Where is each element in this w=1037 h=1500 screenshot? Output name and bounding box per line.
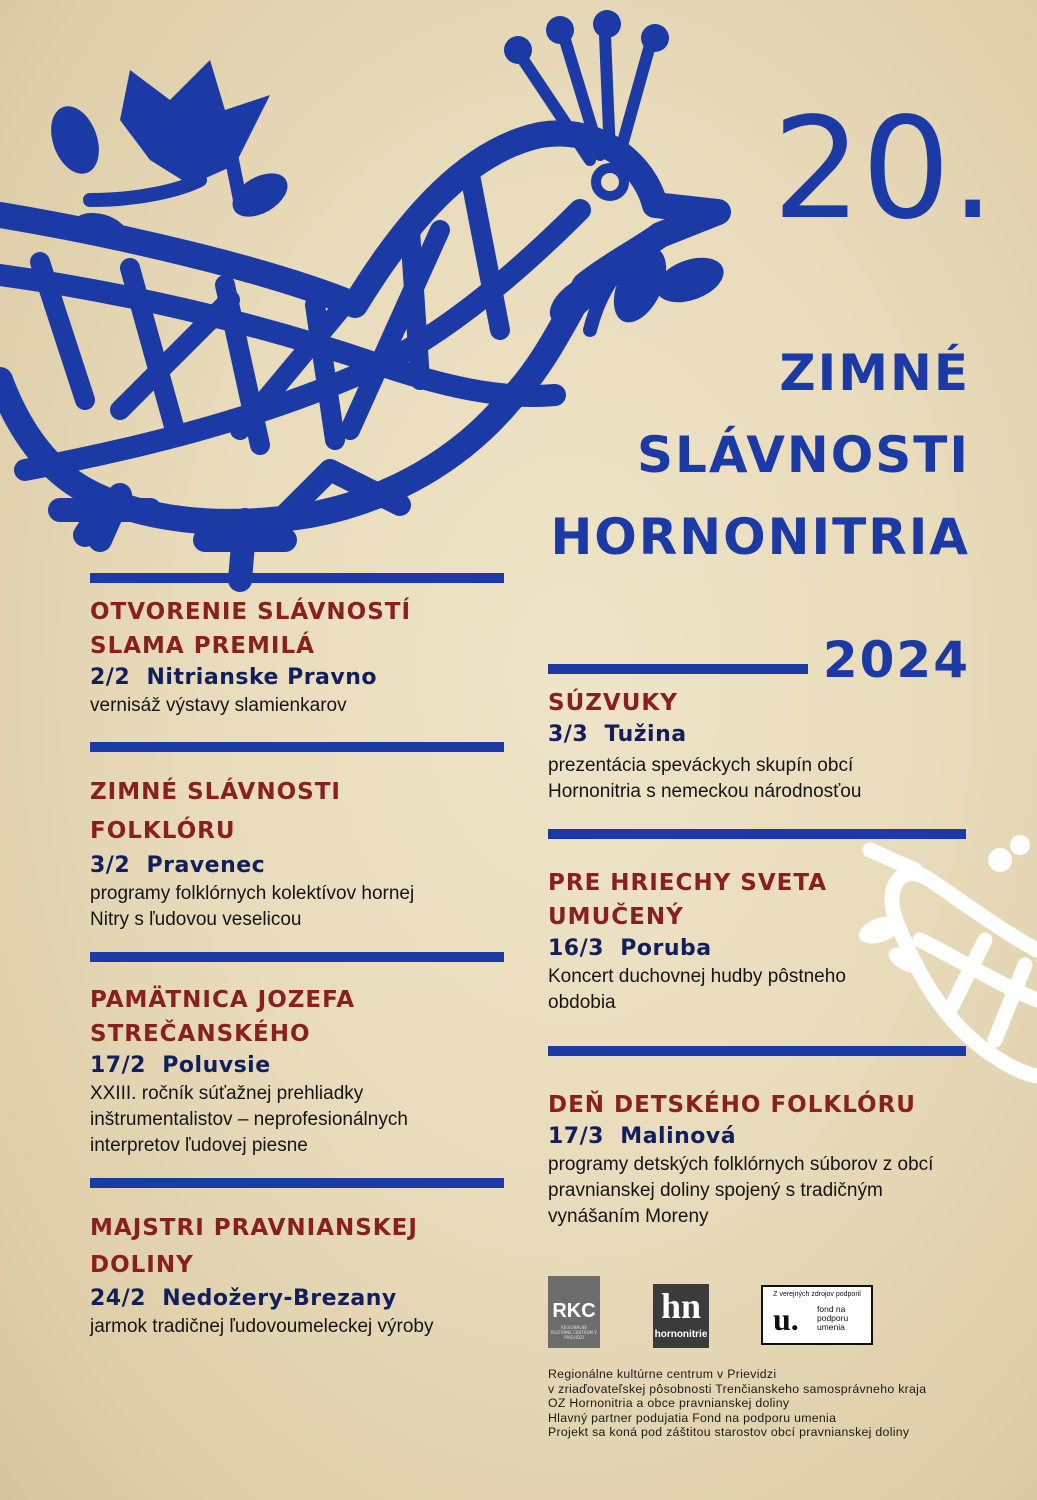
event-date: 17/2 — [90, 1053, 146, 1078]
event-title: PAMÄTNICA JOZEFA STREČANSKÉHO — [90, 987, 356, 1047]
divider-bar — [90, 742, 504, 752]
event-title: ZIMNÉ SLÁVNOSTI FOLKLÓRU — [90, 779, 341, 844]
rkc-logo-subtitle: REGIONÁLNE KULTÚRNE CENTRUM V PRIEVIDZI — [551, 1325, 597, 1340]
fpu-logo-name: fond na podporu umenia — [817, 1304, 849, 1332]
event-date-place — [90, 1284, 520, 1314]
fpu-logo-caption: Z verejných zdrojov podporil — [773, 1291, 861, 1298]
footer-credits — [548, 1367, 1008, 1440]
footer-line: Hlavný partner podujatia Fond na podporu umenia — [548, 1410, 837, 1425]
title-line-1: ZIMNÉ — [779, 344, 970, 402]
event-entry — [90, 983, 520, 1159]
footer-line: OZ Hornonitria a obce pravnianskej doliny — [548, 1396, 790, 1411]
divider-bar — [90, 952, 504, 962]
event-date-place — [90, 663, 520, 693]
divider-bar — [548, 829, 966, 839]
event-title: MAJSTRI PRAVNIANSKEJ DOLINY — [90, 1215, 418, 1278]
event-date: 3/3 — [548, 722, 589, 747]
event-description: Koncert duchovnej hudby pôstneho obdobia — [548, 966, 846, 1013]
event-entry — [548, 1088, 978, 1230]
footer-line: Regionálne kultúrne centrum v Prievidzi — [548, 1367, 777, 1381]
divider-bar — [90, 1178, 504, 1188]
rkc-logo — [548, 1276, 600, 1348]
footer-line: Projekt sa koná pod záštitou starostov obcí pravnianskej doliny — [548, 1425, 910, 1440]
event-date-place — [548, 1122, 978, 1152]
divider-bar — [548, 1046, 966, 1056]
divider-bar — [90, 573, 504, 583]
event-entry — [548, 866, 978, 1016]
event-date-place — [548, 720, 978, 750]
event-title: OTVORENIE SLÁVNOSTÍ SLAMA PREMILÁ — [90, 599, 412, 659]
event-date-place — [548, 934, 978, 964]
event-place: Malinová — [620, 1124, 737, 1149]
event-place: Nedožery-Brezany — [162, 1286, 397, 1311]
event-description: XXIII. ročník súťažnej prehliadky inštrumentalistov – neprofesionálnych interpretov ľudovej piesne — [90, 1083, 408, 1156]
event-date: 3/2 — [90, 853, 131, 878]
event-title: SÚZVUKY — [548, 690, 678, 716]
title-line-2: SLÁVNOSTI — [637, 426, 970, 484]
event-place: Poruba — [620, 936, 712, 961]
event-entry — [90, 1210, 520, 1340]
event-place: Poluvsie — [162, 1053, 271, 1078]
hornonitrie-logo — [653, 1284, 709, 1348]
fpu-logo — [761, 1285, 873, 1345]
divider-bar — [548, 664, 808, 674]
event-place: Pravenec — [146, 853, 266, 878]
event-description: programy folklórnych kolektívov hornej Nitry s ľudovou veselicou — [90, 883, 415, 930]
fpu-logo-mark: u. — [773, 1301, 799, 1337]
event-description: prezentácia speváckych skupín obcí Hornonitria s nemeckou národnosťou — [548, 755, 862, 802]
title-year: 2024 — [822, 631, 970, 689]
footer-line: v zriaďovateľskej pôsobnosti Trenčianskeho samosprávneho kraja — [548, 1381, 927, 1396]
event-description: programy detských folklórnych súborov z obcí pravnianskej doliny spojený s tradičným vynášaním Moreny — [548, 1154, 934, 1227]
event-title: PRE HRIECHY SVETA UMUČENÝ — [548, 870, 828, 930]
event-date: 24/2 — [90, 1286, 146, 1311]
event-entry — [548, 686, 978, 805]
event-description: vernisáž výstavy slamienkarov — [90, 695, 347, 716]
event-date: 16/3 — [548, 936, 604, 961]
event-place: Nitrianske Pravno — [146, 665, 378, 690]
event-description: jarmok tradičnej ľudovoumeleckej výroby — [90, 1316, 434, 1337]
hornonitrie-logo-label: hornonitrie — [654, 1329, 708, 1340]
event-entry — [90, 595, 520, 719]
event-title: DEŇ DETSKÉHO FOLKLÓRU — [548, 1092, 916, 1118]
event-date: 17/3 — [548, 1124, 604, 1149]
edition-number: 20. — [772, 88, 995, 251]
rkc-logo-mark: RKC — [552, 1300, 596, 1322]
event-date-place — [90, 1051, 520, 1081]
event-date-place — [90, 851, 520, 881]
event-date: 2/2 — [90, 665, 131, 690]
event-place: Tužina — [604, 722, 687, 747]
title-line-3: HORNONITRIA — [550, 508, 970, 566]
event-entry — [90, 773, 520, 933]
hornonitrie-logo-mark: hn — [660, 1286, 702, 1326]
